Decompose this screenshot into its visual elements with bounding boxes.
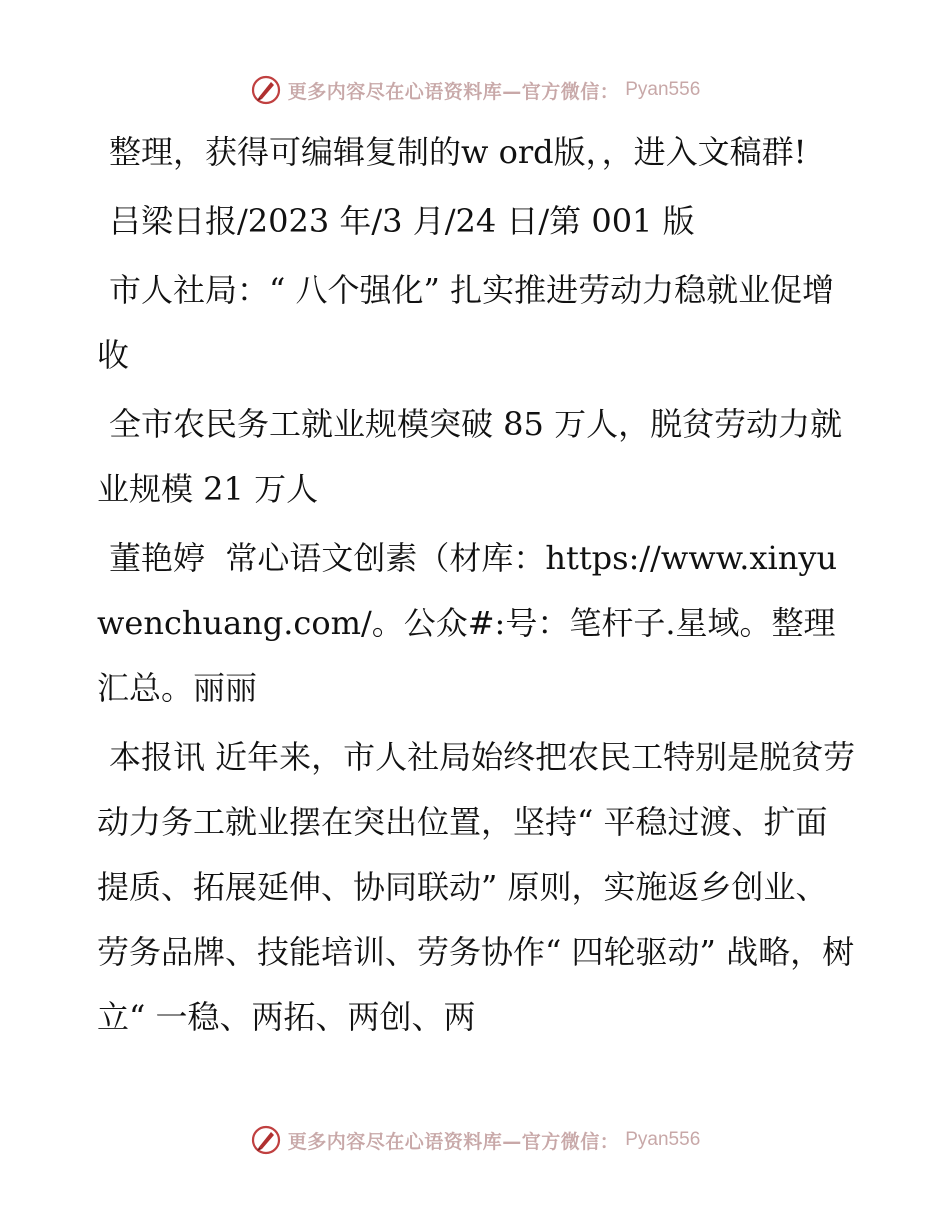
watermark-text: 更多内容尽在心语资料库—官方微信： (287, 80, 620, 103)
watermark-text: 更多内容尽在心语资料库—官方微信： (287, 1130, 620, 1153)
paragraph-body: 本报讯 近年来，市人社局始终把农民工特别是脱贫劳动力务工就业摆在突出位置，坚持“ 平稳过渡、扩面提质、拓展延伸、协同联动” 原则，实施返乡创业、劳务品牌、技能培训、劳务协作“ 四轮驱动” 战略，树立“ 一稳、两拓、两创、两 (97, 738, 856, 1036)
watermark-wechat-id: Pyan556 (625, 79, 701, 100)
paragraph-intro: 整理，获得可编辑复制的w ord版，，进入文稿群! (109, 133, 807, 171)
watermark-header (0, 70, 950, 110)
paragraph-source: 吕梁日报/2023 年/3 月/24 日/第 001 版 (109, 202, 695, 240)
pen-logo-icon (250, 74, 282, 106)
pen-logo-icon (250, 1124, 282, 1156)
paragraph-headline: 市人社局：“ 八个强化” 扎实推进劳动力稳就业促增收 (97, 271, 835, 374)
paragraph-subheadline: 全市农民务工就业规模突破 85 万人，脱贫劳动力就业规模 21 万人 (97, 405, 843, 508)
document-body (97, 120, 857, 1054)
paragraph-byline: 董艳婷 常心语文创素（材库：https://www.xinyuwenchuang.com/。公众#:号：笔杆子.星域。整理汇总。丽丽 (97, 539, 838, 707)
watermark-footer (0, 1120, 950, 1160)
watermark-wechat-id: Pyan556 (625, 1129, 701, 1150)
